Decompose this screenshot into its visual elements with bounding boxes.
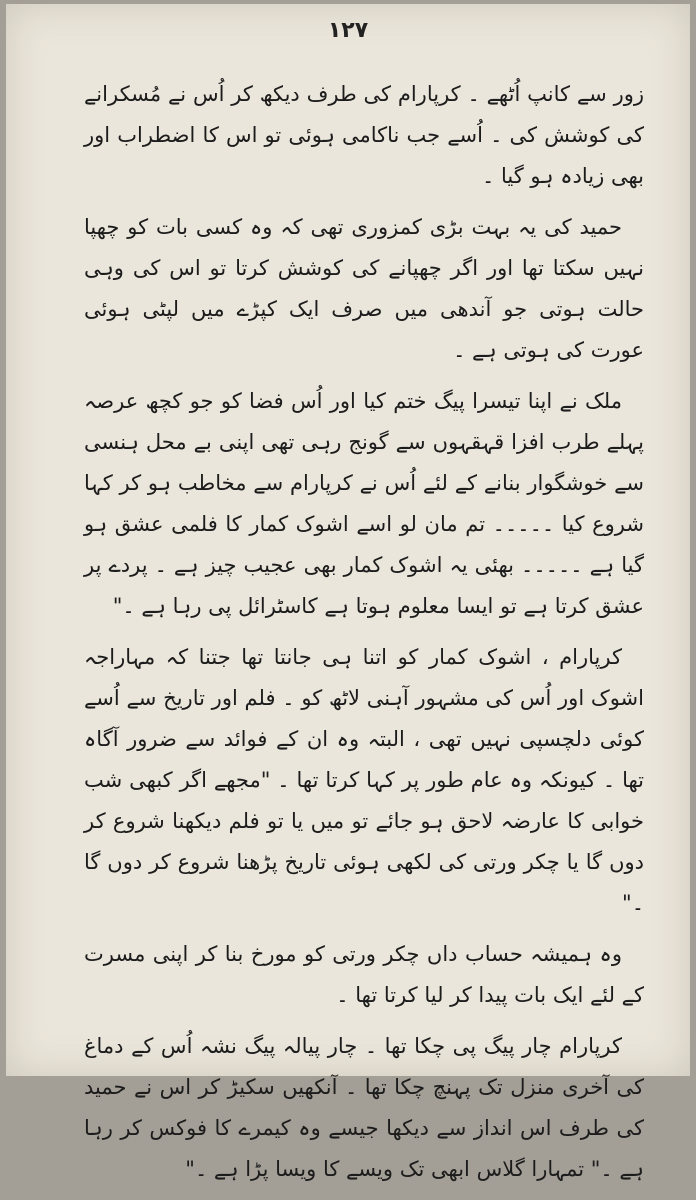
paragraph: زور سے کانپ اُٹھے ۔ کرپارام کی طرف دیکھ کر اُس نے مُسکرانے کی کوشش کی ۔ اُسے جب ناکامی ہوئی تو اس کا اضطراب اور بھی زیادہ ہو گیا ۔ (84, 82, 644, 188)
paragraph: وہ ہمیشہ حساب داں چکر ورتی کو مورخ بنا کر اپنی مسرت کے لئے ایک بات پیدا کر لیا کرتا تھا ۔ (84, 942, 644, 1007)
book-page (6, 4, 690, 1181)
body-text (84, 74, 644, 1200)
paragraph: کرپارام چار پیگ پی چکا تھا ۔ چار پیالہ پیگ نشہ اُس کے دماغ کی آخری منزل تک پہنچ چکا تھا ۔ آنکھیں سکیڑ کر اس نے حمید کی طرف اس انداز سے دیکھا جیسے وہ کیمرے کا فوکس کر رہا ہے ۔" تمہارا گلاس ابھی تک ویسے کا ویسا پڑا ہے ۔" (84, 1034, 644, 1181)
page-number: ۱۲۷ (327, 18, 369, 43)
paragraph: حمید کی یہ بہت بڑی کمزوری تھی کہ وہ کسی بات کو چھپا نہیں سکتا تھا اور اگر چھپانے کی کوشش کرتا تو اس کی وہی حالت ہوتی جو آندھی میں صرف ایک کپڑے میں لپٹی ہوئی عورت کی ہوتی ہے ۔ (84, 215, 644, 362)
paragraph: ملک نے اپنا تیسرا پیگ ختم کیا اور اُس فضا کو جو کچھ عرصہ پہلے طرب افزا قہقہوں سے گونج رہی تھی اپنی بے محل ہنسی سے خوشگوار بنانے کے لئے اُس نے کرپارام سے مخاطب ہو کر کہا شروع کیا ۔۔۔۔۔ تم مان لو اسے اشوک کمار کا فلمی عشق ہو گیا ہے ۔۔۔۔۔ بھئی یہ اشوک کمار بھی عجیب چیز ہے ۔ پردے پر عشق کرتا ہے تو ایسا معلوم ہوتا ہے کاسٹرائل پی رہا ہے ۔" (84, 389, 644, 618)
paragraph: کرپارام ، اشوک کمار کو اتنا ہی جانتا تھا جتنا کہ مہاراجہ اشوک اور اُس کی مشہور آہنی لاٹھ کو ۔ فلم اور تاریخ سے اُسے کوئی دلچسپی نہیں تھی ، البتہ وہ ان کے فوائد سے ضرور آگاہ تھا ۔ کیونکہ وہ عام طور پر کہا کرتا تھا ۔ "مجھے اگر کبھی شب خوابی کا عارضہ لاحق ہو جائے تو میں یا تو فلم دیکھنا شروع کر دوں گا یا چکر ورتی کی لکھی ہوئی تاریخ پڑھنا شروع کر دوں گا ۔" (84, 645, 644, 915)
